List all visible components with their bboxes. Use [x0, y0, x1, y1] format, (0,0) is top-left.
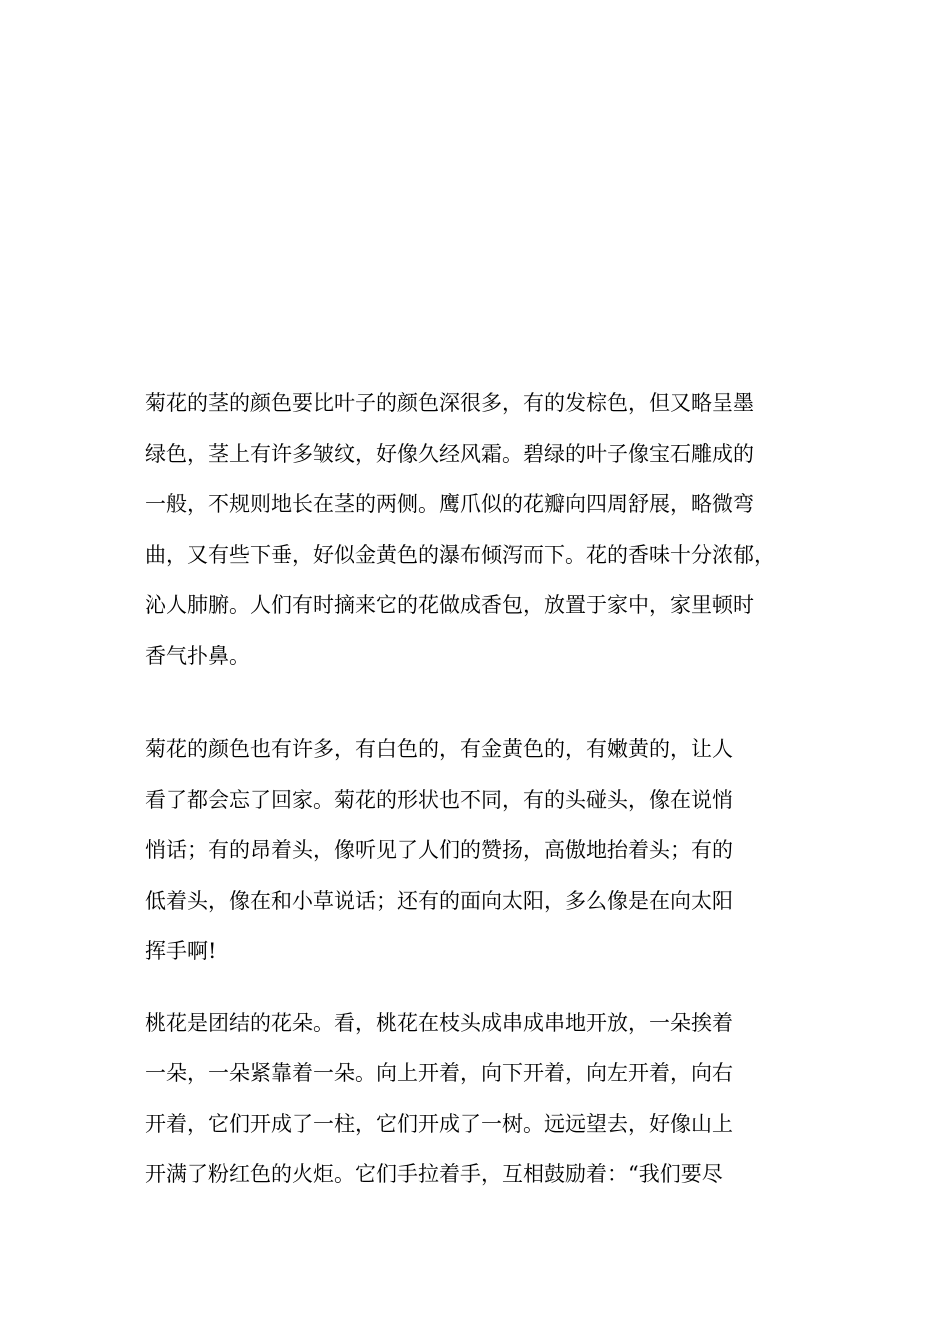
text-line: 香气扑鼻。	[145, 643, 250, 668]
text-line: 菊花的颜色也有许多，有白色的，有金黄色的，有嫩黄的，让人	[145, 737, 733, 761]
text-line: 沁人肺腑。人们有时摘来它的花做成香包，放置于家中，家里顿时	[145, 593, 754, 617]
text-line: 桃花是团结的花朵。看，桃花在枝头成串成串地开放，一朵挨着	[145, 1010, 733, 1035]
paragraph-chrysanthemum-stem	[145, 378, 805, 681]
document-body	[145, 378, 805, 1200]
paragraph-peach-blossom	[145, 998, 805, 1200]
text-line: 挥手啊!	[145, 939, 217, 963]
text-line: 低着头，像在和小草说话；还有的面向太阳，多么像是在向太阳	[145, 888, 733, 913]
text-line: 菊花的茎的颜色要比叶子的颜色深很多，有的发棕色，但又略呈墨	[145, 391, 754, 415]
text-line: 开满了粉红色的火炬。它们手拉着手，互相鼓励着：“我们要尽	[145, 1162, 723, 1186]
text-line: 一般，不规则地长在茎的两侧。鹰爪似的花瓣向四周舒展，略微弯	[145, 492, 754, 516]
text-line: 开着，它们开成了一柱，它们开成了一树。远远望去，好像山上	[145, 1111, 733, 1136]
text-line: 悄话；有的昂着头，像听见了人们的赞扬，高傲地抬着头；有的	[145, 838, 733, 862]
text-line: 绿色，茎上有许多皱纹，好像久经风霜。碧绿的叶子像宝石雕成的	[145, 441, 754, 466]
paragraph-chrysanthemum-color	[145, 724, 805, 977]
text-line: 曲，又有些下垂，好似金黄色的瀑布倾泻而下。花的香味十分浓郁，	[145, 542, 775, 567]
text-line: 看了都会忘了回家。菊花的形状也不同，有的头碰头，像在说悄	[145, 787, 733, 812]
text-line: 一朵，一朵紧靠着一朵。向上开着，向下开着，向左开着，向右	[145, 1061, 733, 1085]
